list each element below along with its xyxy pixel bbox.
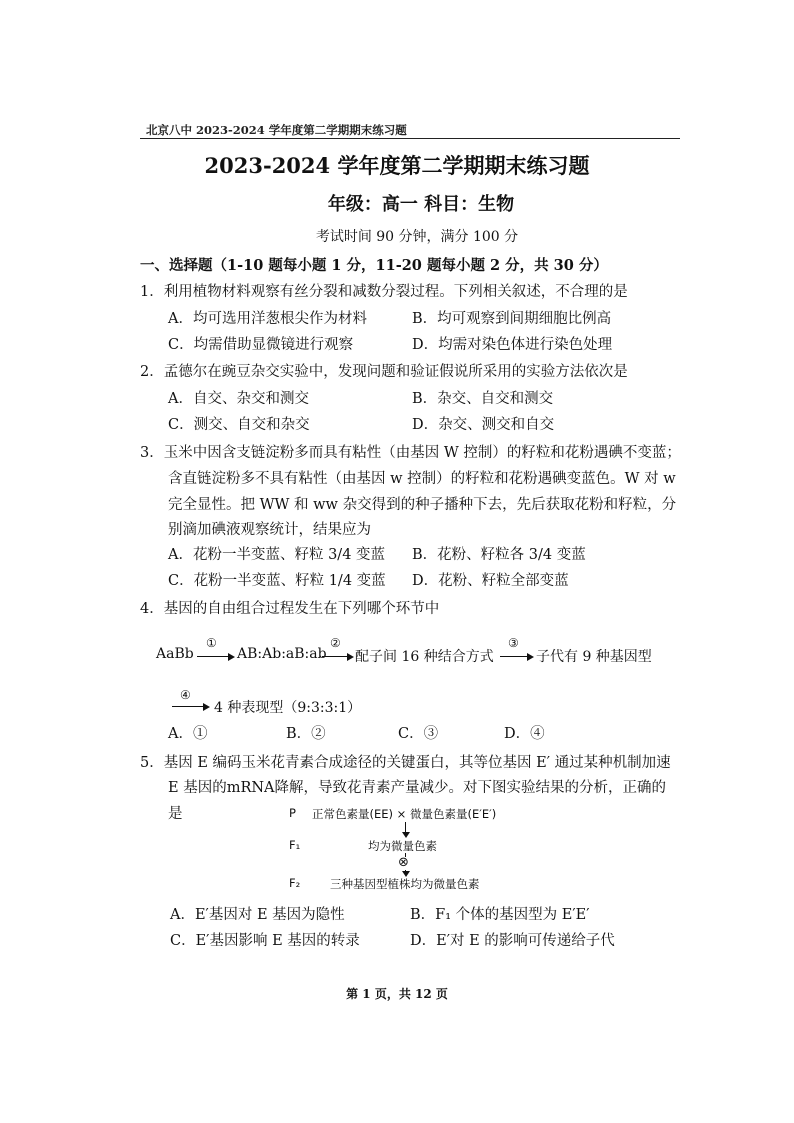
q5-option-a: A．E′基因对 E 基因为隐性 (170, 907, 345, 923)
q3-option-d: D．花粉、籽粒全部变蓝 (412, 573, 569, 589)
q2-option-b: B．杂交、自交和测交 (412, 391, 554, 407)
diagram-f1-label: F₁ (289, 838, 301, 852)
diagram-p-label: P (289, 806, 296, 820)
step-1-marker: ① (206, 636, 217, 650)
diagram-f2-label: F₂ (289, 876, 301, 890)
q4-option-b: B．② (286, 726, 326, 742)
flow-arrow-4 (172, 706, 208, 707)
q1-stem: 1．利用植物材料观察有丝分裂和减数分裂过程。下列相关叙述，不合理的是 (140, 284, 628, 300)
flow-arrow-2 (322, 656, 352, 657)
q4-stem: 4．基因的自由组合过程发生在下列哪个环节中 (140, 601, 440, 617)
q2-option-c: C．测交、自交和杂交 (168, 417, 310, 433)
flow-genotype-aabb: AaBb (156, 646, 194, 662)
q5-stem-line2: E 基因的mRNA降解，导致花青素产量减少。对下图实验结果的分析，正确的 (168, 780, 667, 796)
step-2-marker: ② (330, 636, 341, 650)
step-3-marker: ③ (508, 636, 519, 650)
flow-arrow-3 (500, 656, 532, 657)
flow-combinations: 配子间 16 种结合方式 (355, 649, 494, 665)
q2-option-d: D．杂交、测交和自交 (412, 417, 555, 433)
selfing-icon: ⊗ (398, 855, 409, 870)
q2-option-a: A．自交、杂交和测交 (168, 391, 309, 407)
diagram-f1-result: 均为微量色素 (368, 839, 437, 853)
diagram-arrow-self-f2 (405, 870, 406, 875)
flow-phenotypes: 4 种表现型（9:3:3:1） (214, 700, 362, 716)
grade-subject: 年级：高一 科目：生物 (327, 194, 515, 215)
section-heading: 一、选择题（1-10 题每小题 1 分，11-20 题每小题 2 分，共 30 分） (140, 257, 608, 274)
q5-option-d: D．E′对 E 的影响可传递给子代 (410, 933, 615, 949)
flow-arrow-1 (197, 656, 233, 657)
q5-option-b: B．F₁ 个体的基因型为 E′E′ (410, 907, 590, 923)
q4-option-c: C．③ (398, 726, 439, 742)
q4-option-d: D．④ (504, 726, 545, 742)
q5-option-c: C．E′基因影响 E 基因的转录 (170, 933, 360, 949)
q1-option-c: C．均需借助显微镜进行观察 (168, 337, 354, 353)
q5-stem-line1: 5．基因 E 编码玉米花青素合成途径的关键蛋白，其等位基因 E′ 通过某种机制加速 (140, 755, 671, 771)
q3-option-a: A．花粉一半变蓝、籽粒 3/4 变蓝 (168, 547, 386, 563)
exam-info: 考试时间 90 分钟，满分 100 分 (315, 229, 519, 245)
flow-gametes: AB:Ab:aB:ab (237, 646, 327, 662)
q5-stem-line3: 是 (168, 806, 183, 822)
q3-stem-line2: 含直链淀粉多不具有粘性（由基因 w 控制）的籽粒和花粉遇碘变蓝色。W 对 w (168, 471, 676, 487)
exam-title: 2023-2024 学年度第二学期期末练习题 (204, 153, 590, 178)
step-4-marker: ④ (180, 688, 191, 702)
q2-stem: 2．孟德尔在豌豆杂交实验中，发现问题和验证假说所采用的实验方法依次是 (140, 364, 628, 380)
q3-stem-line3: 完全显性。把 WW 和 ww 杂交得到的种子播种下去，先后获取花粉和籽粒，分 (168, 497, 677, 513)
diagram-p-cross: 正常色素量(EE) × 微量色素量(E′E′) (312, 807, 497, 821)
q3-stem-line1: 3．玉米中因含支链淀粉多而具有粘性（由基因 W 控制）的籽粒和花粉遇碘不变蓝； (140, 445, 681, 461)
q1-option-b: B．均可观察到间期细胞比例高 (412, 311, 612, 327)
q3-option-b: B．花粉、籽粒各 3/4 变蓝 (412, 547, 586, 563)
flow-genotypes: 子代有 9 种基因型 (536, 649, 652, 665)
q4-option-a: A．① (168, 726, 208, 742)
diagram-f2-result: 三种基因型植株均为微量色素 (330, 877, 480, 891)
q1-option-a: A．均可选用洋葱根尖作为材料 (168, 311, 367, 327)
header-rule (140, 138, 680, 139)
running-header: 北京八中 2023-2024 学年度第二学期期末练习题 (146, 123, 407, 137)
diagram-arrow-p-f1 (405, 822, 406, 836)
page-number: 第 1 页，共 12 页 (346, 987, 448, 1001)
q1-option-d: D．均需对染色体进行染色处理 (412, 337, 613, 353)
q3-stem-line4: 别滴加碘液观察统计，结果应为 (168, 522, 371, 538)
q3-option-c: C．花粉一半变蓝、籽粒 1/4 变蓝 (168, 573, 386, 589)
